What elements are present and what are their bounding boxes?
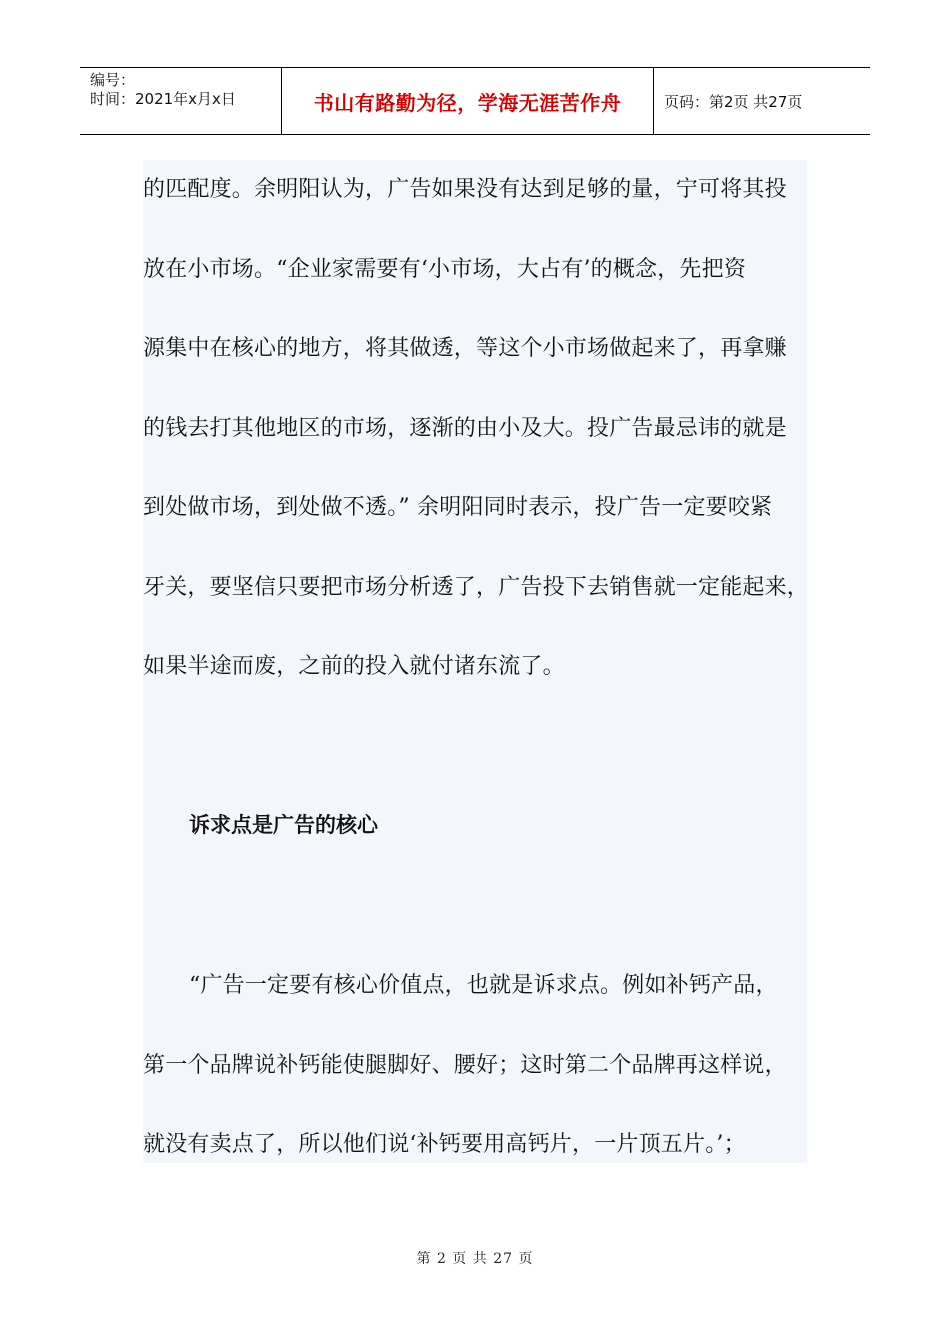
paragraph-line: 放在小市场。“企业家需要有‘小市场，大占有’的概念，先把资: [143, 257, 747, 282]
document-header: [80, 67, 870, 135]
header-page-cell: [654, 68, 870, 134]
paragraph-line: 如果半途而废，之前的投入就付诸东流了。: [143, 654, 565, 679]
paragraph-line: 的匹配度。余明阳认为，广告如果没有达到足够的量，宁可将其投: [143, 177, 787, 202]
paragraph-line: 的钱去打其他地区的市场，逐渐的由小及大。投广告最忌讳的就是: [143, 416, 787, 441]
header-motto-cell: [282, 68, 654, 134]
page-footer: 第 2 页 共 27 页: [416, 1251, 534, 1267]
page-info: 页码：第2页 共27页: [664, 92, 803, 111]
paragraph-line: 就没有卖点了，所以他们说‘补钙要用高钙片，一片顶五片。’；: [143, 1132, 746, 1157]
section-heading: 诉求点是广告的核心: [189, 813, 378, 837]
number-label: 编号：: [90, 71, 136, 89]
header-meta-cell: [80, 68, 282, 134]
time-label: 时间：2021年x月x日: [90, 90, 236, 108]
paragraph-line: 第一个品牌说补钙能使腿脚好、腰好；这时第二个品牌再这样说，: [143, 1053, 787, 1078]
body-text-area: [143, 160, 810, 1163]
paragraph-line: “广告一定要有核心价值点，也就是诉求点。例如补钙产品，: [189, 973, 778, 998]
paragraph-line: 源集中在核心的地方，将其做透，等这个小市场做起来了，再拿赚: [143, 336, 787, 361]
motto-text: 书山有路勤为径，学海无涯苦作舟: [313, 90, 622, 115]
paragraph-line: 到处做市场，到处做不透。” 余明阳同时表示，投广告一定要咬紧: [143, 495, 773, 520]
paragraph-line: 牙关，要坚信只要把市场分析透了，广告投下去销售就一定能起来，: [143, 575, 810, 600]
